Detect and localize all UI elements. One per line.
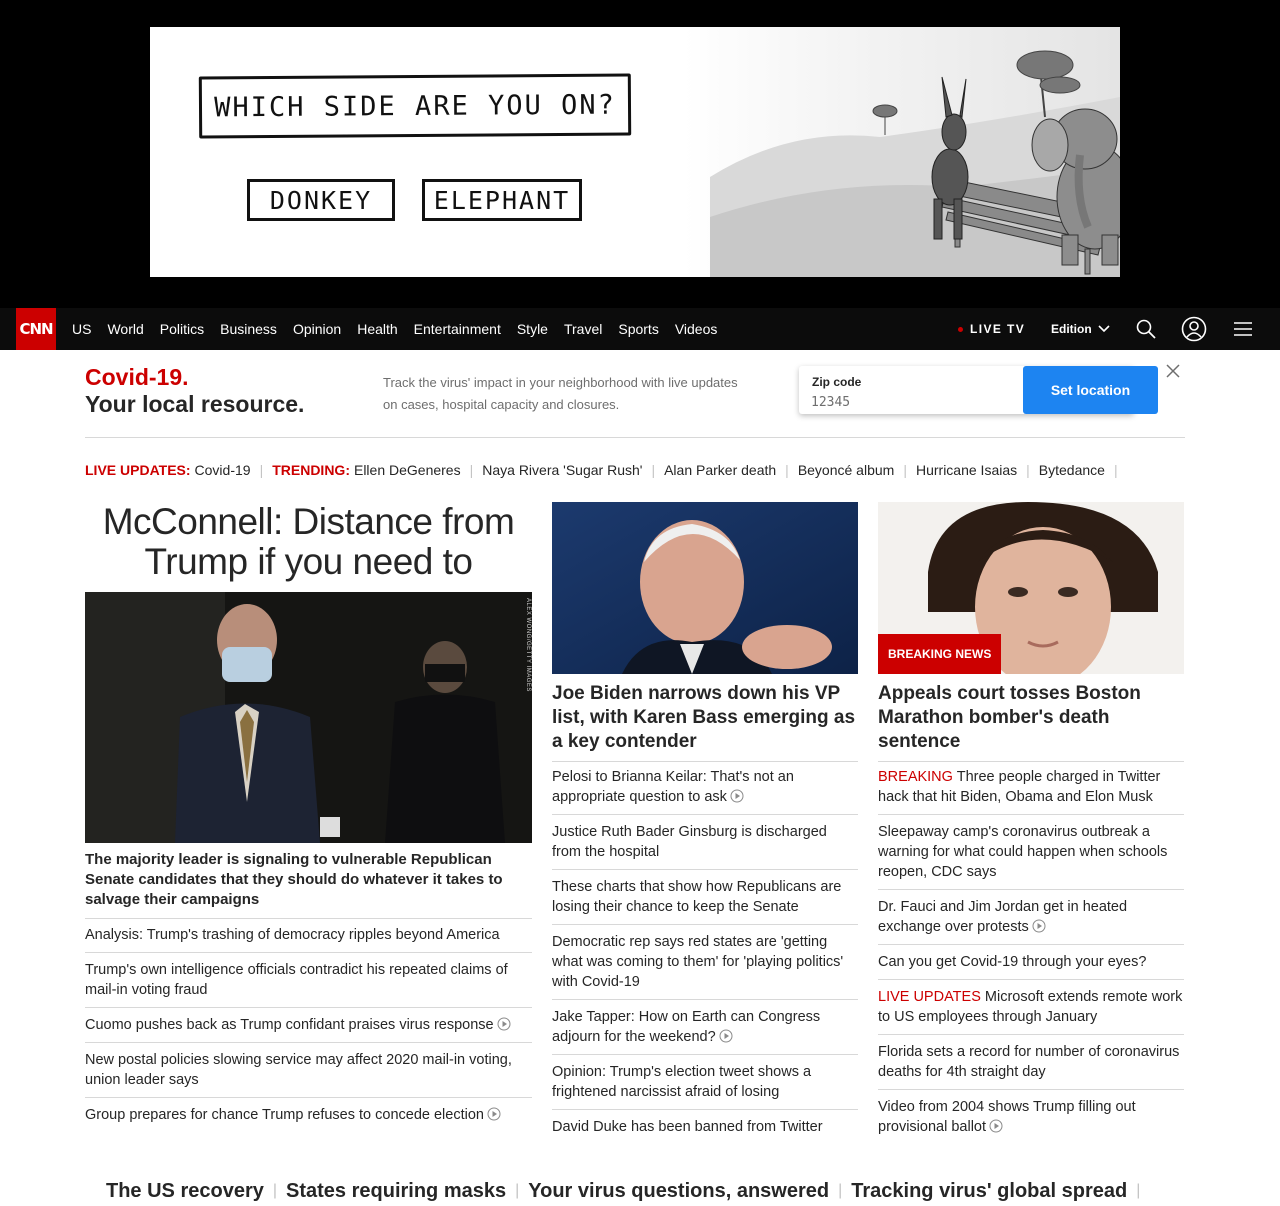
set-location-button[interactable]: Set location bbox=[1023, 366, 1158, 414]
link-text: Group prepares for chance Trump refuses to concede election bbox=[85, 1107, 484, 1123]
separator: | bbox=[469, 462, 474, 478]
mcconnell-photo-image bbox=[85, 592, 532, 843]
ad-banner-area bbox=[0, 0, 1280, 308]
trending-link[interactable]: Beyoncé album bbox=[797, 462, 895, 478]
separator: | bbox=[785, 462, 789, 478]
advertisement[interactable] bbox=[150, 27, 1120, 277]
ad-question: WHICH SIDE ARE YOU ON? bbox=[199, 73, 631, 138]
link-text: Opinion: Trump's election tweet shows a frightened narcissist afraid of losing bbox=[552, 1064, 812, 1100]
separator: | bbox=[272, 1182, 278, 1199]
ad-illustration bbox=[710, 27, 1120, 277]
nav-link-us[interactable]: US bbox=[72, 321, 92, 337]
video-play-icon bbox=[730, 789, 744, 803]
link-text: Florida sets a record for number of coronavirus deaths for 4th straight day bbox=[878, 1044, 1180, 1080]
list-item[interactable] bbox=[85, 1098, 532, 1132]
link-text: These charts that show how Republicans are losing their chance to keep the Senate bbox=[552, 879, 842, 915]
trending-link[interactable]: Alan Parker death bbox=[664, 462, 777, 478]
list-item[interactable] bbox=[878, 1090, 1184, 1144]
right-related-links bbox=[878, 760, 1184, 1144]
link-text: Three people charged in Twitter hack that hit Biden, Obama and Elon Musk bbox=[878, 769, 1161, 805]
link-text: Cuomo pushes back as Trump confidant praises virus response bbox=[85, 1017, 494, 1033]
live-tv-link[interactable] bbox=[958, 308, 1025, 350]
list-item[interactable] bbox=[85, 1043, 532, 1098]
separator: | bbox=[1113, 462, 1118, 478]
list-item[interactable] bbox=[85, 1008, 532, 1043]
nav-link-world[interactable]: World bbox=[107, 321, 144, 337]
link-text: Sleepaway camp's coronavirus outbreak a warning for what could happen when schools reopen, CDC says bbox=[878, 824, 1168, 880]
link-text: Analysis: Trump's trashing of democracy ripples beyond America bbox=[85, 927, 500, 943]
list-item[interactable] bbox=[85, 918, 532, 953]
breaking-news-badge: BREAKING NEWS bbox=[878, 634, 1001, 674]
list-item[interactable] bbox=[552, 925, 858, 1000]
chevron-down-icon bbox=[1098, 325, 1110, 333]
link-text: Democratic rep says red states are 'getting what was coming to them' for 'playing politics' with Covid-19 bbox=[552, 934, 844, 990]
list-item[interactable] bbox=[552, 1110, 858, 1144]
list-item[interactable] bbox=[878, 760, 1184, 815]
topic-link[interactable]: Tracking virus' global spread bbox=[851, 1179, 1128, 1202]
link-text: Can you get Covid-19 through your eyes? bbox=[878, 954, 1147, 970]
list-item[interactable] bbox=[552, 1055, 858, 1110]
covid-description: Track the virus' impact in your neighborhood with live updates on cases, hospital capacity and closures. bbox=[383, 375, 738, 412]
separator: | bbox=[259, 462, 264, 478]
nav-link-entertainment[interactable]: Entertainment bbox=[413, 321, 501, 337]
photo-credit: ALEX WONG/GETTY IMAGES bbox=[525, 598, 531, 692]
nav-link-health[interactable]: Health bbox=[357, 321, 398, 337]
ad-elephant-button[interactable]: ELEPHANT bbox=[422, 179, 582, 221]
list-item[interactable] bbox=[878, 945, 1184, 980]
trending-bar bbox=[85, 461, 1127, 479]
nav-link-travel[interactable]: Travel bbox=[563, 321, 603, 337]
list-item[interactable] bbox=[552, 760, 858, 815]
video-play-icon bbox=[487, 1107, 501, 1121]
nav-link-business[interactable]: Business bbox=[220, 321, 277, 337]
separator: | bbox=[651, 462, 656, 478]
topic-link[interactable]: Your virus questions, answered bbox=[528, 1179, 830, 1202]
lead-photo[interactable] bbox=[85, 592, 532, 843]
link-text: Dr. Fauci and Jim Jordan get in heated exchange over protests bbox=[878, 899, 1128, 935]
link-text: Pelosi to Brianna Keilar: That's not an appropriate question to ask bbox=[552, 769, 794, 805]
nav-link-politics[interactable]: Politics bbox=[159, 321, 205, 337]
covid-title-black: Your local resource. bbox=[85, 391, 305, 417]
live-dot-icon bbox=[958, 327, 963, 332]
link-prefix: LIVE UPDATES bbox=[878, 989, 981, 1005]
link-text: Justice Ruth Bader Ginsburg is discharged from the hospital bbox=[552, 824, 827, 860]
video-play-icon bbox=[497, 1017, 511, 1031]
lead-column bbox=[85, 500, 532, 1123]
separator: | bbox=[838, 1182, 843, 1199]
covid-local-resource-bar bbox=[85, 350, 1185, 438]
search-icon[interactable] bbox=[1135, 318, 1157, 340]
middle-related-links bbox=[552, 760, 858, 1144]
trending-link-covid[interactable]: Covid-19 bbox=[194, 462, 251, 478]
close-icon[interactable] bbox=[1165, 363, 1181, 379]
nav-link-opinion[interactable]: Opinion bbox=[292, 321, 342, 337]
lead-related-links bbox=[85, 918, 532, 1132]
list-item[interactable] bbox=[552, 1000, 858, 1055]
live-tv-label: LIVE TV bbox=[970, 322, 1026, 336]
hamburger-menu-icon[interactable] bbox=[1232, 318, 1254, 340]
nav-links bbox=[72, 308, 717, 350]
nav-link-style[interactable]: Style bbox=[516, 321, 548, 337]
link-text: David Duke has been banned from Twitter bbox=[552, 1119, 823, 1135]
biden-story-title[interactable]: Joe Biden narrows down his VP list, with Karen Bass emerging as a key contender bbox=[552, 682, 858, 762]
link-text: Video from 2004 shows Trump filling out provisional ballot bbox=[878, 1099, 1136, 1135]
trending-link[interactable]: Naya Rivera 'Sugar Rush' bbox=[482, 462, 643, 478]
user-account-icon[interactable] bbox=[1181, 316, 1207, 342]
topic-links-bar bbox=[106, 1179, 1149, 1203]
video-play-icon bbox=[1032, 919, 1046, 933]
zip-code-label: Zip code bbox=[812, 375, 862, 389]
cnn-logo[interactable]: CNN bbox=[16, 308, 56, 350]
list-item[interactable] bbox=[878, 890, 1184, 945]
topic-link[interactable]: States requiring masks bbox=[286, 1179, 507, 1202]
separator: | bbox=[903, 462, 907, 478]
trending-link[interactable]: Hurricane Isaias bbox=[915, 462, 1018, 478]
live-updates-label: LIVE UPDATES: bbox=[85, 462, 191, 478]
edition-dropdown[interactable] bbox=[1051, 308, 1110, 350]
list-item[interactable] bbox=[85, 953, 532, 1008]
trending-label: TRENDING: bbox=[272, 462, 350, 478]
link-text: New postal policies slowing service may affect 2020 mail-in voting, union leader says bbox=[85, 1052, 512, 1088]
biden-photo-image bbox=[552, 502, 858, 674]
list-item[interactable] bbox=[552, 870, 858, 925]
main-navigation bbox=[0, 308, 1280, 350]
nav-link-sports[interactable]: Sports bbox=[618, 321, 659, 337]
lead-headline[interactable]: McConnell: Distance from Trump if you need to bbox=[102, 501, 515, 582]
zip-code-input[interactable] bbox=[811, 393, 1011, 411]
trending-link[interactable]: Bytedance bbox=[1038, 462, 1105, 478]
separator: | bbox=[1026, 462, 1030, 478]
link-text: Jake Tapper: How on Earth can Congress adjourn for the weekend? bbox=[552, 1009, 821, 1045]
covid-title-red: Covid-19. bbox=[85, 364, 189, 390]
lead-caption[interactable]: The majority leader is signaling to vulnerable Republican Senate candidates that they should do whatever it takes to salvage their campaigns bbox=[85, 850, 532, 919]
topic-link[interactable]: The US recovery bbox=[106, 1179, 264, 1202]
boston-story-title[interactable]: Appeals court tosses Boston Marathon bomber's death sentence bbox=[878, 682, 1184, 762]
list-item[interactable] bbox=[878, 815, 1184, 890]
covid-title bbox=[85, 364, 304, 418]
biden-photo[interactable] bbox=[552, 502, 858, 674]
video-play-icon bbox=[719, 1029, 733, 1043]
trending-link[interactable]: Ellen DeGeneres bbox=[353, 462, 461, 478]
video-play-icon bbox=[989, 1119, 1003, 1133]
separator: | bbox=[515, 1182, 520, 1199]
link-prefix: BREAKING bbox=[878, 769, 953, 785]
link-text: Microsoft extends remote work to US employees through January bbox=[878, 989, 1183, 1025]
separator: | bbox=[1136, 1182, 1141, 1199]
ad-donkey-button[interactable]: DONKEY bbox=[247, 179, 395, 221]
nav-link-videos[interactable]: Videos bbox=[674, 321, 718, 337]
list-item[interactable] bbox=[878, 980, 1184, 1035]
list-item[interactable] bbox=[552, 815, 858, 870]
edition-label: Edition bbox=[1051, 322, 1092, 336]
list-item[interactable] bbox=[878, 1035, 1184, 1090]
link-text: Trump's own intelligence officials contradict his repeated claims of mail-in voting fraud bbox=[85, 962, 508, 998]
